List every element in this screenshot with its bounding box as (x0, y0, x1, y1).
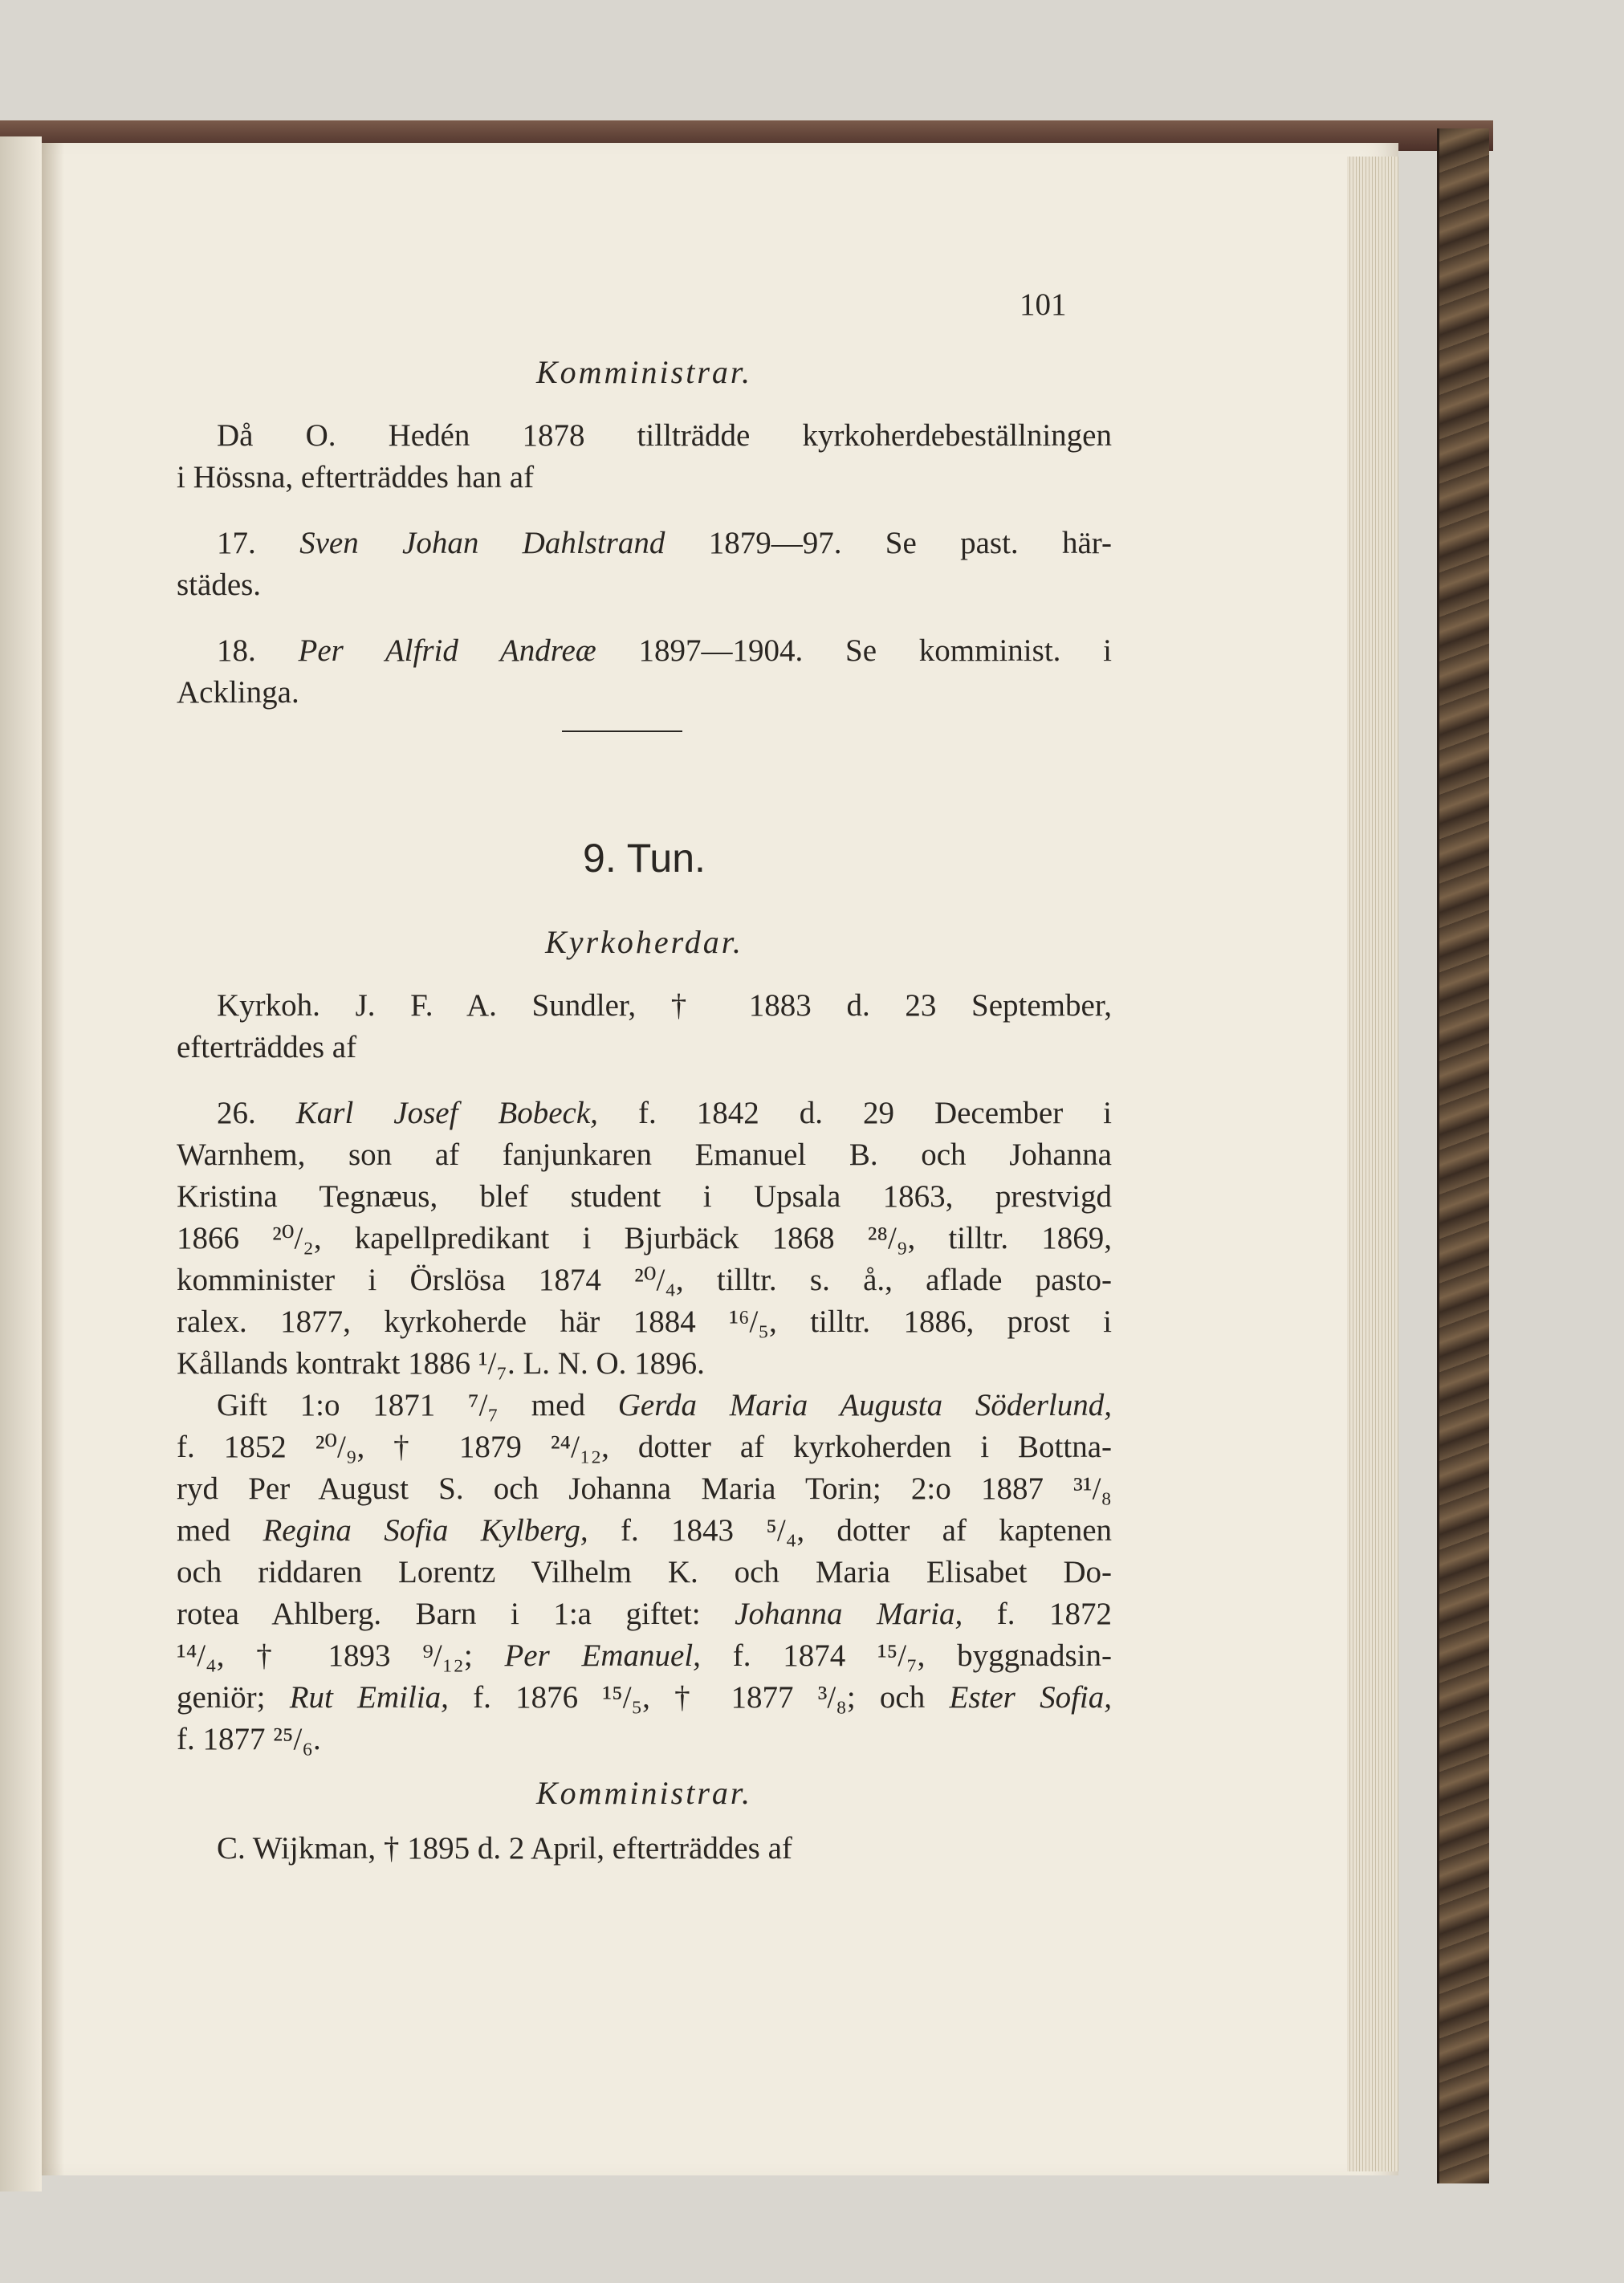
entry-17-text: 1879—97. Se past. här- (708, 526, 1112, 560)
paragraph-sundler-line-1: Kyrkoh. J. F. A. Sundler, † 1883 d. 23 September, (217, 988, 1112, 1023)
family-line-8 (177, 1678, 1112, 1718)
family-line-5: och riddaren Lorentz Vilhelm K. och Maria Elisabet Do- (177, 1555, 1112, 1589)
spouse-1-name: Gerda Maria Augusta Söderlund, (617, 1388, 1112, 1422)
biography-line-6: Kållands kontrakt 1886 ¹/₇. L. N. O. 1896. (177, 1346, 705, 1381)
heading-komministrar-1: Komministrar. (535, 354, 753, 390)
entry-26-name: Karl Josef Bobeck, (295, 1096, 598, 1130)
child-2-name: Per Emanuel, (504, 1638, 701, 1673)
entry-18-name: Per Alfrid Andreæ (298, 633, 596, 668)
entry-18-line-1 (217, 631, 1112, 671)
entry-17-number: 17. (217, 526, 256, 560)
family-line-6-text: rotea Ahlberg. Barn i 1:a giftet: (177, 1597, 701, 1631)
family-line-4 (177, 1511, 1112, 1551)
biography-line-2: Kristina Tegnæus, blef student i Upsala 1863, prestvigd (177, 1179, 1112, 1214)
entry-18-number: 18. (217, 633, 256, 668)
child-1-name: Johanna Maria, (735, 1597, 963, 1631)
family-line-7-text: ¹⁴/₄, † 1893 ⁹/₁₂; (177, 1638, 473, 1673)
entry-26-number: 26. (217, 1096, 256, 1130)
child-3-name: Rut Emilia, (289, 1680, 449, 1715)
family-line-3: ryd Per August S. och Johanna Maria Torin; 2:o 1887 ³¹/₈ (177, 1471, 1112, 1506)
family-line-1-text: Gift 1:o 1871 ⁷/₇ med (217, 1388, 585, 1422)
family-line-2: f. 1852 ²⁰/₉, † 1879 ²⁴/₁₂, dotter af kyrkoherden i Bottna- (177, 1430, 1112, 1464)
entry-17-line-2: städes. (177, 568, 262, 602)
family-line-4-rest: f. 1843 ⁵/₄, dotter af kaptenen (620, 1513, 1113, 1548)
family-line-9: f. 1877 ²⁵/₆. (177, 1722, 321, 1756)
entry-17-name: Sven Johan Dahlstrand (299, 526, 665, 560)
entry-17-line-1 (217, 523, 1112, 564)
left-page-edge (0, 136, 42, 2191)
biography-line-3: 1866 ²⁰/₂, kapellpredikant i Bjurbäck 1868 ²⁸/₉, tilltr. 1869, (177, 1221, 1112, 1255)
biography-line-5: ralex. 1877, kyrkoherde här 1884 ¹⁶/₅, tilltr. 1886, prost i (177, 1304, 1112, 1339)
paragraph-sundler-line-2: efterträddes af (177, 1030, 357, 1064)
child-4-name: Ester Sofia, (949, 1680, 1113, 1715)
family-line-7-rest: f. 1874 ¹⁵/₇, byggnadsin- (732, 1638, 1112, 1673)
heading-komministrar-2: Komministrar. (535, 1775, 753, 1811)
book-cover-right-edge (1437, 128, 1489, 2183)
paragraph-heden-line-2: i Hössna, efterträddes han af (177, 460, 535, 494)
entry-18-line-2: Acklinga. (177, 675, 299, 710)
biography-line-1: Warnhem, son af fanjunkaren Emanuel B. och Johanna (177, 1137, 1112, 1172)
entry-18-text: 1897—1904. Se komminist. i (638, 633, 1112, 668)
spouse-2-name: Regina Sofia Kylberg, (263, 1513, 588, 1548)
family-line-8-mid: f. 1876 ¹⁵/₅, † 1877 ³/₈; och (473, 1680, 926, 1715)
paragraph-heden-line-1: Då O. Hedén 1878 tillträdde kyrkoherdebeställningen (217, 418, 1112, 453)
entry-26-line-1 (217, 1093, 1112, 1133)
biography-line-4: komminister i Örslösa 1874 ²⁰/₄, tilltr. s. å., aflade pasto- (177, 1263, 1112, 1297)
page-number: 101 (1020, 287, 1067, 322)
family-line-4-text: med (177, 1513, 231, 1548)
page-stack-edges (1347, 157, 1398, 2171)
section-divider (562, 730, 682, 732)
family-line-6-rest: f. 1872 (996, 1597, 1112, 1631)
heading-kyrkoherdar: Kyrkoherdar. (545, 924, 743, 960)
family-line-8-text: geniör; (177, 1680, 266, 1715)
entry-26-text: f. 1842 d. 29 December i (637, 1096, 1113, 1130)
family-line-6 (177, 1594, 1112, 1634)
family-line-7 (177, 1636, 1112, 1676)
family-line-1 (217, 1386, 1112, 1426)
section-title: 9. Tun. (583, 836, 706, 881)
page-gutter (42, 143, 64, 2175)
paragraph-wijkman: C. Wijkman, † 1895 d. 2 April, efterträddes af (217, 1831, 792, 1866)
